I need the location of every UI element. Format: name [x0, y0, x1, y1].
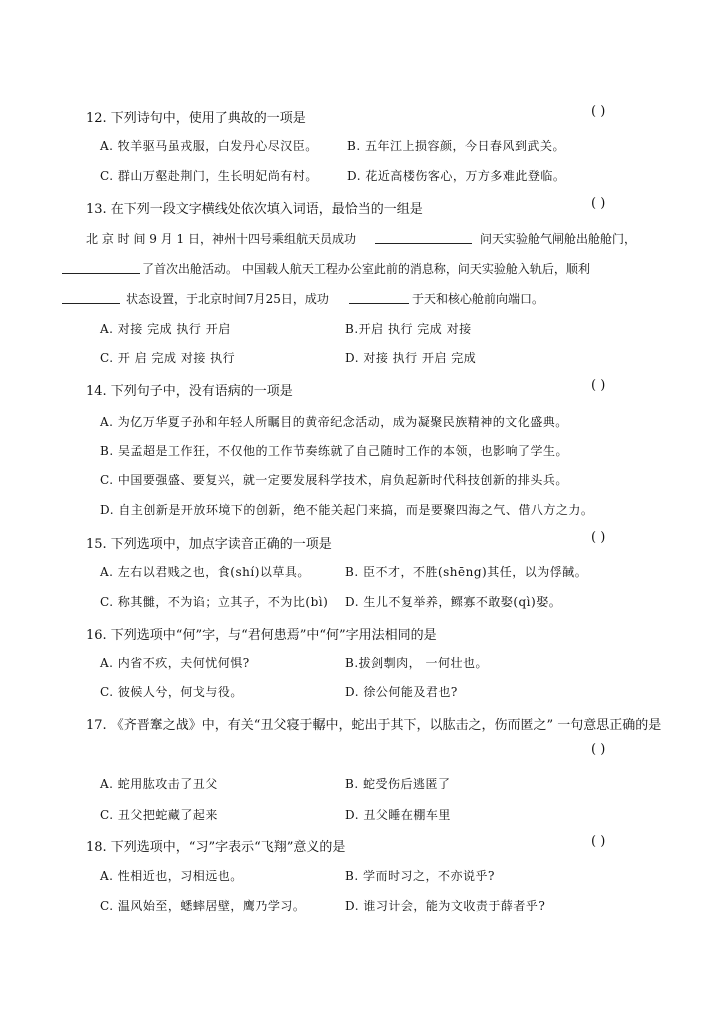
question-18-option-b: B. 学而时习之，不亦说乎?: [345, 869, 495, 883]
question-13-option-a: A. 对接 完成 执行 开启: [100, 322, 231, 336]
question-13-option-c: C. 开 启 完成 对接 执行: [100, 351, 236, 365]
question-16-option-c: C. 彼候人兮，何戈与役。: [100, 685, 243, 699]
question-13-passage-line-1b: 问天实验舱气闸舱出舱舱门，: [480, 232, 637, 246]
question-13-blank-4: [349, 303, 409, 304]
question-15-option-c: C. 称其雠，不为谄；立其子，不为比(bì): [100, 595, 329, 609]
question-15-option-b: B. 臣不才，不胜(shēng)其任，以为俘馘。: [345, 565, 588, 579]
question-12-stem: 12. 下列诗句中，使用了典故的一项是: [86, 111, 306, 126]
question-18-option-c: C. 温风始至，蟋蟀居壁，鹰乃学习。: [100, 899, 306, 913]
question-18-stem: 18. 下列选项中，“习”字表示“飞翔”意义的是: [86, 840, 346, 855]
question-14-answer-paren: ( ): [591, 378, 606, 393]
question-15-stem: 15. 下列选项中，加点字读音正确的一项是: [86, 537, 332, 552]
question-12-answer-paren: ( ): [591, 104, 606, 119]
question-16-stem: 16. 下列选项中“何”字，与“君何患焉”中“何”字用法相同的是: [86, 628, 437, 643]
question-13-answer-paren: ( ): [591, 196, 606, 211]
question-12-option-a: A. 牧羊驱马虽戎服，白发丹心尽汉臣。: [100, 139, 318, 153]
question-14-option-a: A. 为亿万华夏子孙和年轻人所瞩目的黄帝纪念活动，成为凝聚民族精神的文化盛典。: [100, 415, 568, 429]
question-16-option-a: A. 内省不疚，夫何忧何惧?: [100, 656, 250, 670]
question-18-option-d: D. 谁习计会，能为文收责于薛者乎?: [345, 899, 546, 913]
question-13-passage-line-1a: 北 京 时 间 9 月 1 日，神州十四号乘组航天员成功: [86, 232, 356, 246]
question-13-stem: 13. 在下列一段文字横线处依次填入词语，最恰当的一组是: [86, 202, 423, 217]
question-14-stem: 14. 下列句子中，没有语病的一项是: [86, 384, 293, 399]
question-13-blank-2: [62, 273, 140, 274]
question-16-option-b: B.拔剑剸肉， 一何壮也。: [345, 656, 488, 670]
question-15-answer-paren: ( ): [591, 530, 606, 545]
question-14-option-c: C. 中国要强盛、要复兴，就一定要发展科学技术，肩负起新时代科技创新的排头兵。: [100, 473, 568, 487]
question-12-option-c: C. 群山万壑赴荆门，生长明妃尚有村。: [100, 169, 318, 183]
question-17-option-b: B. 蛇受伤后逃匿了: [345, 777, 451, 791]
question-13-passage-line-2: 了首次出舱活动。 中国载人航天工程办公室此前的消息称，问天实验舱入轨后，顺利: [142, 262, 590, 276]
question-15-option-d: D. 生儿不复举养，鳏寡不敢娶(qì)娶。: [345, 595, 562, 609]
question-18-answer-paren: ( ): [591, 834, 606, 849]
question-14-option-d: D. 自主创新是开放环境下的创新，绝不能关起门来搞，而是要聚四海之气、借八方之力。: [100, 503, 594, 517]
question-13-blank-3: [62, 303, 120, 304]
question-17-option-a: A. 蛇用肱攻击了丑父: [100, 777, 218, 791]
question-16-option-d: D. 徐公何能及君也?: [345, 685, 458, 699]
question-17-option-d: D. 丑父睡在棚车里: [345, 808, 451, 822]
question-17-answer-paren: ( ): [591, 742, 606, 757]
question-14-option-b: B. 吴孟超是工作狂，不仅他的工作节奏练就了自己随时工作的本领，也影响了学生。: [100, 444, 568, 458]
question-13-passage-line-3b: 于天和核心舱前向端口。: [412, 292, 545, 306]
question-17-option-c: C. 丑父把蛇藏了起来: [100, 808, 218, 822]
question-13-blank-1: [375, 243, 472, 244]
question-17-stem: 17. 《齐晋鞌之战》中，有关“丑父寝于轏中，蛇出于其下，以肱击之，伤而匿之” 一句意思正确的是: [86, 718, 662, 733]
question-12-option-d: D. 花近高楼伤客心，万方多难此登临。: [347, 169, 566, 183]
question-12-option-b: B. 五年江上损容颜，今日春风到武关。: [347, 139, 565, 153]
question-13-passage-line-3a: 状态设置，于北京时间7月25日，成功: [126, 292, 329, 306]
question-13-option-b: B.开启 执行 完成 对接: [345, 322, 472, 336]
question-15-option-a: A. 左右以君贱之也，食(shí)以草具。: [100, 565, 310, 579]
question-13-option-d: D. 对接 执行 开启 完成: [345, 351, 477, 365]
question-18-option-a: A. 性相近也，习相远也。: [100, 869, 243, 883]
